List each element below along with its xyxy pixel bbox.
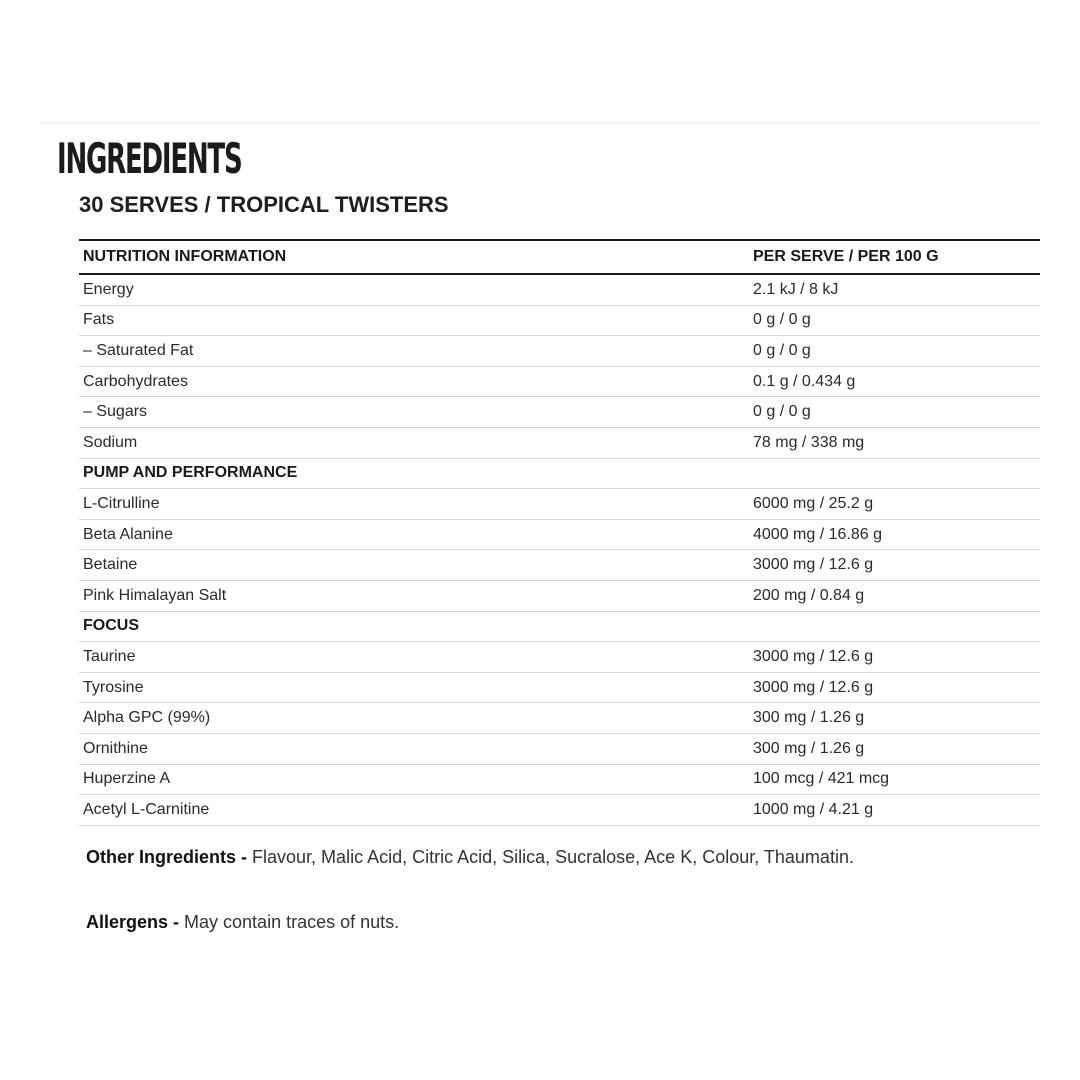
table-row — [79, 397, 1040, 428]
nutrient-value: 0 g / 0 g — [749, 305, 1040, 336]
nutrient-value: 300 mg / 1.26 g — [749, 733, 1040, 764]
column-header-per-serve: PER SERVE / PER 100 G — [749, 240, 1040, 274]
nutrient-name: Sodium — [79, 427, 749, 458]
table-row — [79, 519, 1040, 550]
table-row — [79, 274, 1040, 305]
table-row — [79, 489, 1040, 520]
section-title: FOCUS — [79, 611, 749, 642]
table-row — [79, 336, 1040, 367]
nutrient-value: 4000 mg / 16.86 g — [749, 519, 1040, 550]
column-header-nutrition: NUTRITION INFORMATION — [79, 240, 749, 274]
table-row — [79, 550, 1040, 581]
nutrient-name: Beta Alanine — [79, 519, 749, 550]
section-header-row — [79, 611, 1040, 642]
nutrient-name: Carbohydrates — [79, 366, 749, 397]
top-divider — [40, 121, 1040, 125]
section-header-row — [79, 458, 1040, 489]
nutrient-value: 3000 mg / 12.6 g — [749, 672, 1040, 703]
allergens-note — [86, 911, 399, 933]
nutrient-value: 100 mcg / 421 mcg — [749, 764, 1040, 795]
nutrient-value: 78 mg / 338 mg — [749, 427, 1040, 458]
table-header-row — [79, 240, 1040, 274]
section-title: PUMP AND PERFORMANCE — [79, 458, 749, 489]
table-row — [79, 305, 1040, 336]
nutrient-name: – Saturated Fat — [79, 336, 749, 367]
nutrient-value: 0 g / 0 g — [749, 397, 1040, 428]
nutrient-name: – Sugars — [79, 397, 749, 428]
nutrient-value: 3000 mg / 12.6 g — [749, 550, 1040, 581]
allergens-label: Allergens - — [86, 912, 185, 932]
nutrient-value: 300 mg / 1.26 g — [749, 703, 1040, 734]
page-title: INGREDIENTS — [57, 134, 242, 183]
nutrient-name: Taurine — [79, 642, 749, 673]
nutrient-value: 1000 mg / 4.21 g — [749, 795, 1040, 826]
nutrient-name: Fats — [79, 305, 749, 336]
nutrient-value: 6000 mg / 25.2 g — [749, 489, 1040, 520]
nutrient-name: Huperzine A — [79, 764, 749, 795]
nutrient-name: Betaine — [79, 550, 749, 581]
nutrient-name: Acetyl L-Carnitine — [79, 795, 749, 826]
nutrient-value — [749, 611, 1040, 642]
nutrient-name: L-Citrulline — [79, 489, 749, 520]
table-row — [79, 580, 1040, 611]
table-row — [79, 764, 1040, 795]
nutrient-name: Pink Himalayan Salt — [79, 580, 749, 611]
nutrient-value: 3000 mg / 12.6 g — [749, 642, 1040, 673]
nutrient-value — [749, 458, 1040, 489]
product-subtitle: 30 SERVES / TROPICAL TWISTERS — [79, 192, 449, 217]
nutrient-name: Energy — [79, 274, 749, 305]
nutrient-value: 200 mg / 0.84 g — [749, 580, 1040, 611]
nutrition-table-body — [79, 274, 1040, 825]
nutrition-table — [79, 239, 1040, 826]
nutrient-value: 0 g / 0 g — [749, 336, 1040, 367]
table-row — [79, 672, 1040, 703]
table-row — [79, 642, 1040, 673]
other-ingredients-note — [86, 846, 854, 868]
table-row — [79, 366, 1040, 397]
nutrient-value: 2.1 kJ / 8 kJ — [749, 274, 1040, 305]
nutrient-name: Tyrosine — [79, 672, 749, 703]
table-row — [79, 427, 1040, 458]
table-row — [79, 795, 1040, 826]
nutrient-name: Alpha GPC (99%) — [79, 703, 749, 734]
nutrient-value: 0.1 g / 0.434 g — [749, 366, 1040, 397]
table-row — [79, 703, 1040, 734]
other-ingredients-label: Other Ingredients - — [86, 847, 253, 867]
allergens-text: May contain traces of nuts. — [184, 912, 400, 932]
nutrient-name: Ornithine — [79, 733, 749, 764]
other-ingredients-text: Flavour, Malic Acid, Citric Acid, Silica, Sucralose, Ace K, Colour, Thaumatin. — [252, 847, 854, 867]
table-row — [79, 733, 1040, 764]
